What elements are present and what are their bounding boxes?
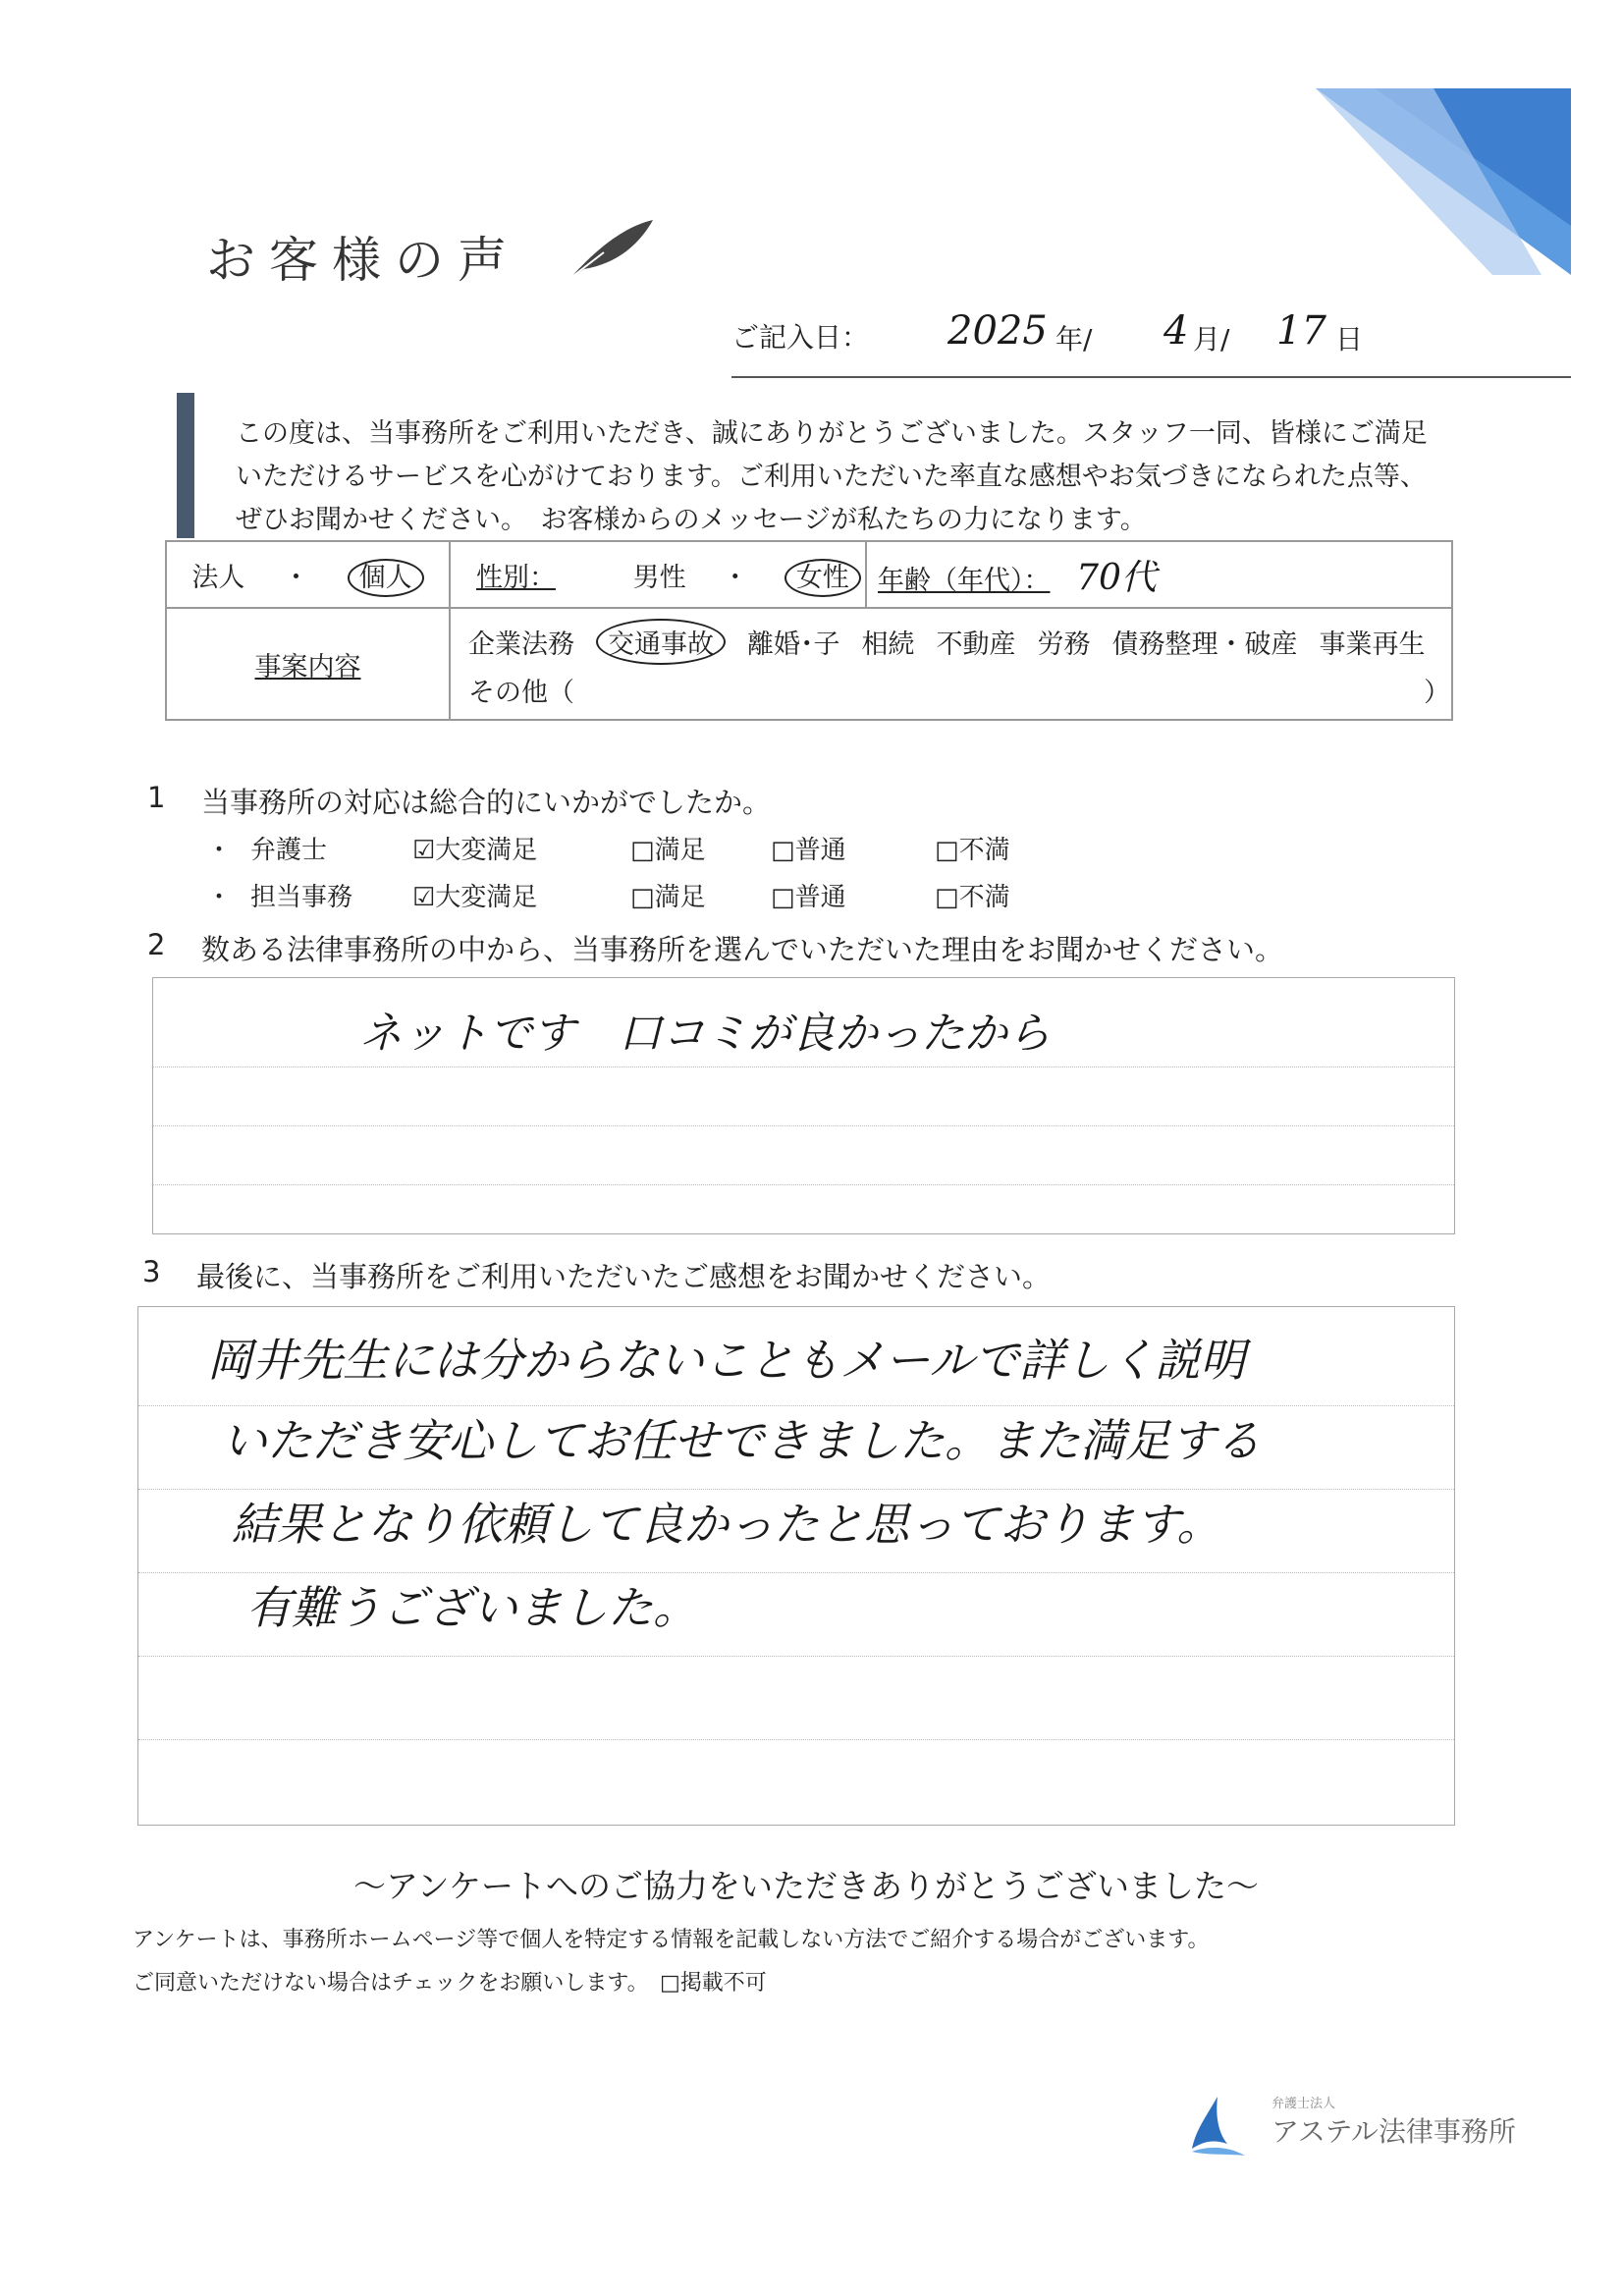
logo-mark-icon [1188,2095,1249,2159]
q1-option-checked[interactable]: ☑大変満足 [412,883,538,912]
footer-note-2: ご同意いただけない場合はチェックをお願いします。 [133,1971,649,1995]
intro-line-3: ぜひお聞かせください。 お客様からのメッセージが私たちの力になります。 [236,505,1147,535]
corner-decoration [1316,88,1571,275]
case-item: 債務整理・破産 [1111,629,1298,660]
separator-dot: ・ [283,562,309,593]
case-item-selected: 交通事故 [596,619,726,665]
case-item: 相続 [861,629,915,660]
case-item: 労務 [1037,629,1091,660]
case-item: 事業再生 [1319,629,1426,660]
q2-number: 2 [147,928,166,961]
date-row [731,308,1571,378]
case-other-row [468,671,1450,709]
client-type-cell [166,541,450,608]
q1-row-staff [206,877,1090,916]
info-table [165,540,1453,721]
gender-label: 性別： [476,562,556,593]
q1-number: 1 [147,781,166,814]
case-other-label: その他（ [468,678,574,708]
q1-option[interactable]: □不満 [935,836,1010,865]
logo-name: アステル法律事務所 [1271,2115,1516,2148]
case-label: 事案内容 [254,651,361,683]
intro-line-1: この度は、当事務所をご利用いただき、誠にありがとうございました。スタッフ一同、皆様にご満足 [236,418,1428,449]
date-month-unit: 月/ [1193,323,1230,355]
case-item: 離婚･子 [747,629,840,660]
feather-icon [565,218,658,282]
footer-note-1: アンケートは、事務所ホームページ等で個人を特定する情報を記載しない方法でご紹介する場合がございます。 [133,1928,1210,1952]
gender-female: 女性 [784,559,861,597]
q1-row-label: 弁護士 [250,836,328,865]
q3-text: 最後に、当事務所をご利用いただいたご感想をお聞かせください。 [196,1260,1052,1293]
case-label-cell [166,608,450,720]
q1-option[interactable]: □普通 [771,836,846,865]
date-label: ご記入日： [731,321,870,354]
q1-option[interactable]: □満足 [630,836,706,865]
page-title: お客様の声 [206,232,520,289]
age-label: 年齢（年代）： [878,565,1051,596]
bullet: ・ [206,883,233,912]
case-other-close: ） [1424,678,1450,708]
q1-option[interactable]: □不満 [935,883,1010,912]
intro-line-2: いただけるサービスを心がけております。ご利用いただいた率直な感想やお気づきになられた点等、 [236,462,1427,492]
optout-checkbox[interactable]: □掲載不可 [660,1971,767,1995]
q1-option[interactable]: □満足 [630,883,706,912]
separator-dot: ・ [722,562,749,593]
client-type-corporate: 法人 [191,562,245,593]
date-year: 2025 [947,308,1048,354]
q2-answer-box[interactable] [152,977,1455,1234]
date-month: 4 [1163,308,1189,354]
case-items-cell [450,608,1452,720]
date-day: 17 [1276,308,1326,354]
client-type-individual: 個人 [348,559,424,597]
case-items [468,619,1450,665]
q1-row-label: 担当事務 [250,883,353,912]
date-day-unit: 日 [1335,323,1364,355]
intro-accent-bar [177,393,194,538]
q1-option[interactable]: □普通 [771,883,846,912]
date-year-unit: 年/ [1055,323,1093,355]
case-item: 企業法務 [468,629,574,660]
q3-answer-box[interactable] [137,1306,1455,1826]
age-value: 70代 [1076,557,1157,598]
q3-answer-line: 岡井先生には分からないこともメールで詳しく説明 [207,1334,1246,1387]
q2-text: 数ある法律事務所の中から、当事務所を選んでいただいた理由をお聞かせください。 [201,933,1284,966]
bullet: ・ [206,836,233,865]
q2-answer: ネットです 口コミが良かったから [359,1009,1051,1059]
q3-answer-line: いただき安心してお任せできました。また満足する [222,1414,1261,1467]
footer-thanks: ～アンケートへのご協力をいただきありがとうございました～ [353,1867,1260,1905]
gender-cell [450,541,866,608]
firm-logo [1188,2087,1522,2165]
q1-text: 当事務所の対応は総合的にいかがでしたか。 [201,786,772,819]
q1-option-checked[interactable]: ☑大変満足 [412,836,538,865]
logo-tagline: 弁護士法人 [1271,2097,1336,2111]
q1-row-lawyer [206,830,1090,869]
intro-text [236,412,1512,542]
age-cell [866,541,1452,608]
q3-answer-line: 結果となり依頼して良かったと思っております。 [232,1498,1222,1551]
gender-male: 男性 [632,562,686,593]
q3-number: 3 [142,1255,161,1288]
case-item: 不動産 [936,629,1016,660]
q3-answer-line: 有難うございました。 [246,1581,698,1634]
